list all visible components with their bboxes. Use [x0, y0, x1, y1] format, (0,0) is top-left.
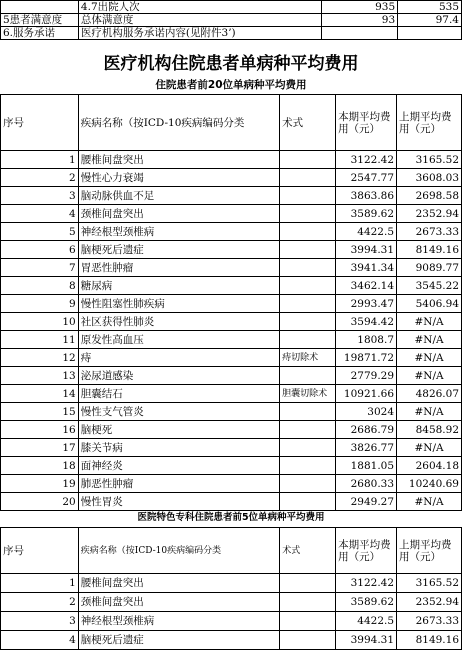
disease-name: 慢性支气管炎	[78, 403, 279, 421]
previous-avg-cost: 2352.94	[397, 593, 462, 612]
header-index: 序号	[1, 95, 79, 151]
surgery-type	[280, 457, 336, 475]
previous-avg-cost: #N/A	[397, 493, 462, 511]
summary-row	[1, 27, 462, 40]
surgery-type	[280, 313, 336, 331]
surgery-type	[280, 612, 336, 631]
disease-name: 原发性高血压	[78, 331, 279, 349]
row-index: 16	[1, 421, 79, 439]
current-avg-cost: 3462.14	[336, 277, 397, 295]
current-avg-cost: 3994.31	[336, 631, 397, 650]
summary-value-previous: 535	[398, 1, 462, 14]
table-row	[1, 151, 462, 169]
disease-name: 肺恶性肿瘤	[78, 475, 279, 493]
section2-title: 医院特色专科住院患者前5位单病种平均费用	[137, 512, 325, 523]
disease-name: 腰椎间盘突出	[78, 574, 279, 593]
disease-name: 泌尿道感染	[78, 367, 279, 385]
summary-value-previous	[398, 27, 462, 40]
summary-category	[1, 1, 79, 14]
previous-avg-cost: #N/A	[397, 367, 462, 385]
summary-table	[0, 0, 462, 40]
header-disease: 疾病名称（按ICD-10疾病编码分类	[78, 95, 279, 151]
current-avg-cost: 3122.42	[336, 151, 397, 169]
surgery-type	[280, 151, 336, 169]
table-row	[1, 313, 462, 331]
disease-name: 脑梗死	[78, 421, 279, 439]
row-index: 2	[1, 169, 79, 187]
previous-avg-cost: #N/A	[397, 403, 462, 421]
surgery-type	[280, 241, 336, 259]
surgery-type	[280, 593, 336, 612]
current-avg-cost: 3589.62	[336, 205, 397, 223]
surgery-type	[280, 277, 336, 295]
header-current-cost: 本期平均费用（元）	[336, 528, 397, 574]
header-current-cost: 本期平均费用（元）	[336, 95, 397, 151]
previous-avg-cost: #N/A	[397, 313, 462, 331]
row-index: 14	[1, 385, 79, 403]
table-row	[1, 403, 462, 421]
previous-avg-cost: 4826.07	[397, 385, 462, 403]
current-avg-cost: 2779.29	[336, 367, 397, 385]
row-index: 13	[1, 367, 79, 385]
page-title: 医疗机构住院患者单病种平均费用	[103, 54, 359, 74]
disease-name: 颈椎间盘突出	[78, 593, 279, 612]
disease-name: 糖尿病	[78, 277, 279, 295]
disease-name: 痔	[78, 349, 279, 367]
disease-name: 脑动脉供血不足	[78, 187, 279, 205]
table-row	[1, 187, 462, 205]
table-row	[1, 593, 462, 612]
row-index: 17	[1, 439, 79, 457]
previous-avg-cost: 2673.33	[397, 612, 462, 631]
current-avg-cost: 3122.42	[336, 574, 397, 593]
table-row	[1, 457, 462, 475]
table-row	[1, 574, 462, 593]
previous-avg-cost: 2604.18	[397, 457, 462, 475]
previous-avg-cost: #N/A	[397, 349, 462, 367]
row-index: 15	[1, 403, 79, 421]
table-row	[1, 385, 462, 403]
previous-avg-cost: 8458.92	[397, 421, 462, 439]
table-row	[1, 331, 462, 349]
surgery-type	[280, 187, 336, 205]
summary-category: 5患者满意度	[1, 14, 79, 27]
previous-avg-cost: 3165.52	[397, 151, 462, 169]
summary-item: 4.7出院人次	[78, 1, 322, 14]
current-avg-cost: 2949.27	[336, 493, 397, 511]
table-row	[1, 612, 462, 631]
summary-item: 总体满意度	[78, 14, 322, 27]
surgery-type	[280, 403, 336, 421]
header-previous-cost: 上期平均费用（元）	[397, 95, 462, 151]
surgery-type	[280, 421, 336, 439]
row-index: 19	[1, 475, 79, 493]
previous-avg-cost: 2673.33	[397, 223, 462, 241]
current-avg-cost: 3594.42	[336, 313, 397, 331]
surgery-type: 痔切除术	[280, 349, 336, 367]
current-avg-cost: 3941.34	[336, 259, 397, 277]
surgery-type	[280, 574, 336, 593]
previous-avg-cost: 10240.69	[397, 475, 462, 493]
header-index: 序号	[1, 528, 79, 574]
current-avg-cost: 3589.62	[336, 593, 397, 612]
previous-avg-cost: 8149.16	[397, 241, 462, 259]
row-index: 2	[1, 593, 79, 612]
disease-name: 腰椎间盘突出	[78, 151, 279, 169]
summary-value-previous: 97.4	[398, 14, 462, 27]
current-avg-cost: 2547.77	[336, 169, 397, 187]
surgery-type	[280, 295, 336, 313]
disease-name: 颈椎间盘突出	[78, 205, 279, 223]
summary-category: 6.服务承诺	[1, 27, 79, 40]
row-index: 8	[1, 277, 79, 295]
current-avg-cost: 3994.31	[336, 241, 397, 259]
previous-avg-cost: 2698.58	[397, 187, 462, 205]
row-index: 3	[1, 612, 79, 631]
row-index: 12	[1, 349, 79, 367]
surgery-type	[280, 631, 336, 650]
current-avg-cost: 1808.7	[336, 331, 397, 349]
disease-name: 胆囊结石	[78, 385, 279, 403]
current-avg-cost: 2680.33	[336, 475, 397, 493]
table-row	[1, 259, 462, 277]
previous-avg-cost: 3165.52	[397, 574, 462, 593]
surgery-type	[280, 259, 336, 277]
row-index: 5	[1, 223, 79, 241]
table-row	[1, 277, 462, 295]
row-index: 6	[1, 241, 79, 259]
surgery-type	[280, 223, 336, 241]
table-row	[1, 493, 462, 511]
disease-name: 社区获得性肺炎	[78, 313, 279, 331]
disease-name: 脑梗死后遗症	[78, 631, 279, 650]
specialty-top5-cost-table	[0, 527, 462, 650]
header-surgery: 术式	[280, 95, 336, 151]
previous-avg-cost: #N/A	[397, 331, 462, 349]
table-row	[1, 631, 462, 650]
row-index: 1	[1, 574, 79, 593]
row-index: 1	[1, 151, 79, 169]
summary-value-current	[322, 27, 398, 40]
disease-name: 神经根型颈椎病	[78, 612, 279, 631]
disease-name: 膝关节病	[78, 439, 279, 457]
current-avg-cost: 10921.66	[336, 385, 397, 403]
section1-title: 住院患者前20位单病种平均费用	[155, 79, 307, 91]
header-disease: 疾病名称（按ICD-10疾病编码分类	[78, 528, 279, 574]
disease-name: 慢性胃炎	[78, 493, 279, 511]
summary-row	[1, 1, 462, 14]
row-index: 3	[1, 187, 79, 205]
table-header-row	[1, 95, 462, 151]
header-previous-cost: 上期平均费用（元）	[397, 528, 462, 574]
table-row	[1, 367, 462, 385]
previous-avg-cost: 8149.16	[397, 631, 462, 650]
row-index: 4	[1, 205, 79, 223]
disease-name: 神经根型颈椎病	[78, 223, 279, 241]
table-row	[1, 349, 462, 367]
current-avg-cost: 3863.86	[336, 187, 397, 205]
previous-avg-cost: #N/A	[397, 439, 462, 457]
current-avg-cost: 4422.5	[336, 223, 397, 241]
surgery-type	[280, 439, 336, 457]
current-avg-cost: 1881.05	[336, 457, 397, 475]
surgery-type: 胆囊切除术	[280, 385, 336, 403]
table-header-row	[1, 528, 462, 574]
previous-avg-cost: 3545.22	[397, 277, 462, 295]
surgery-type	[280, 331, 336, 349]
row-index: 10	[1, 313, 79, 331]
table-row	[1, 295, 462, 313]
table-row	[1, 205, 462, 223]
row-index: 18	[1, 457, 79, 475]
table-row	[1, 439, 462, 457]
disease-name: 慢性阻塞性肺疾病	[78, 295, 279, 313]
disease-name: 脑梗死后遗症	[78, 241, 279, 259]
current-avg-cost: 2993.47	[336, 295, 397, 313]
current-avg-cost: 3024	[336, 403, 397, 421]
previous-avg-cost: 5406.94	[397, 295, 462, 313]
table-row	[1, 421, 462, 439]
row-index: 7	[1, 259, 79, 277]
disease-name: 慢性心力衰竭	[78, 169, 279, 187]
table-row	[1, 475, 462, 493]
header-surgery: 术式	[280, 528, 336, 574]
previous-avg-cost: 9089.77	[397, 259, 462, 277]
row-index: 9	[1, 295, 79, 313]
summary-row	[1, 14, 462, 27]
disease-name: 面神经炎	[78, 457, 279, 475]
previous-avg-cost: 3608.03	[397, 169, 462, 187]
surgery-type	[280, 169, 336, 187]
top20-cost-table	[0, 94, 462, 511]
surgery-type	[280, 367, 336, 385]
summary-value-current: 935	[322, 1, 398, 14]
table-row	[1, 169, 462, 187]
table-row	[1, 241, 462, 259]
current-avg-cost: 2686.79	[336, 421, 397, 439]
row-index: 20	[1, 493, 79, 511]
current-avg-cost: 4422.5	[336, 612, 397, 631]
current-avg-cost: 3826.77	[336, 439, 397, 457]
surgery-type	[280, 493, 336, 511]
current-avg-cost: 19871.72	[336, 349, 397, 367]
surgery-type	[280, 475, 336, 493]
summary-item: 医疗机构服务承诺内容(见附件3’)	[78, 27, 322, 40]
summary-value-current: 93	[322, 14, 398, 27]
row-index: 4	[1, 631, 79, 650]
table-row	[1, 223, 462, 241]
previous-avg-cost: 2352.94	[397, 205, 462, 223]
disease-name: 胃恶性肿瘤	[78, 259, 279, 277]
surgery-type	[280, 205, 336, 223]
row-index: 11	[1, 331, 79, 349]
